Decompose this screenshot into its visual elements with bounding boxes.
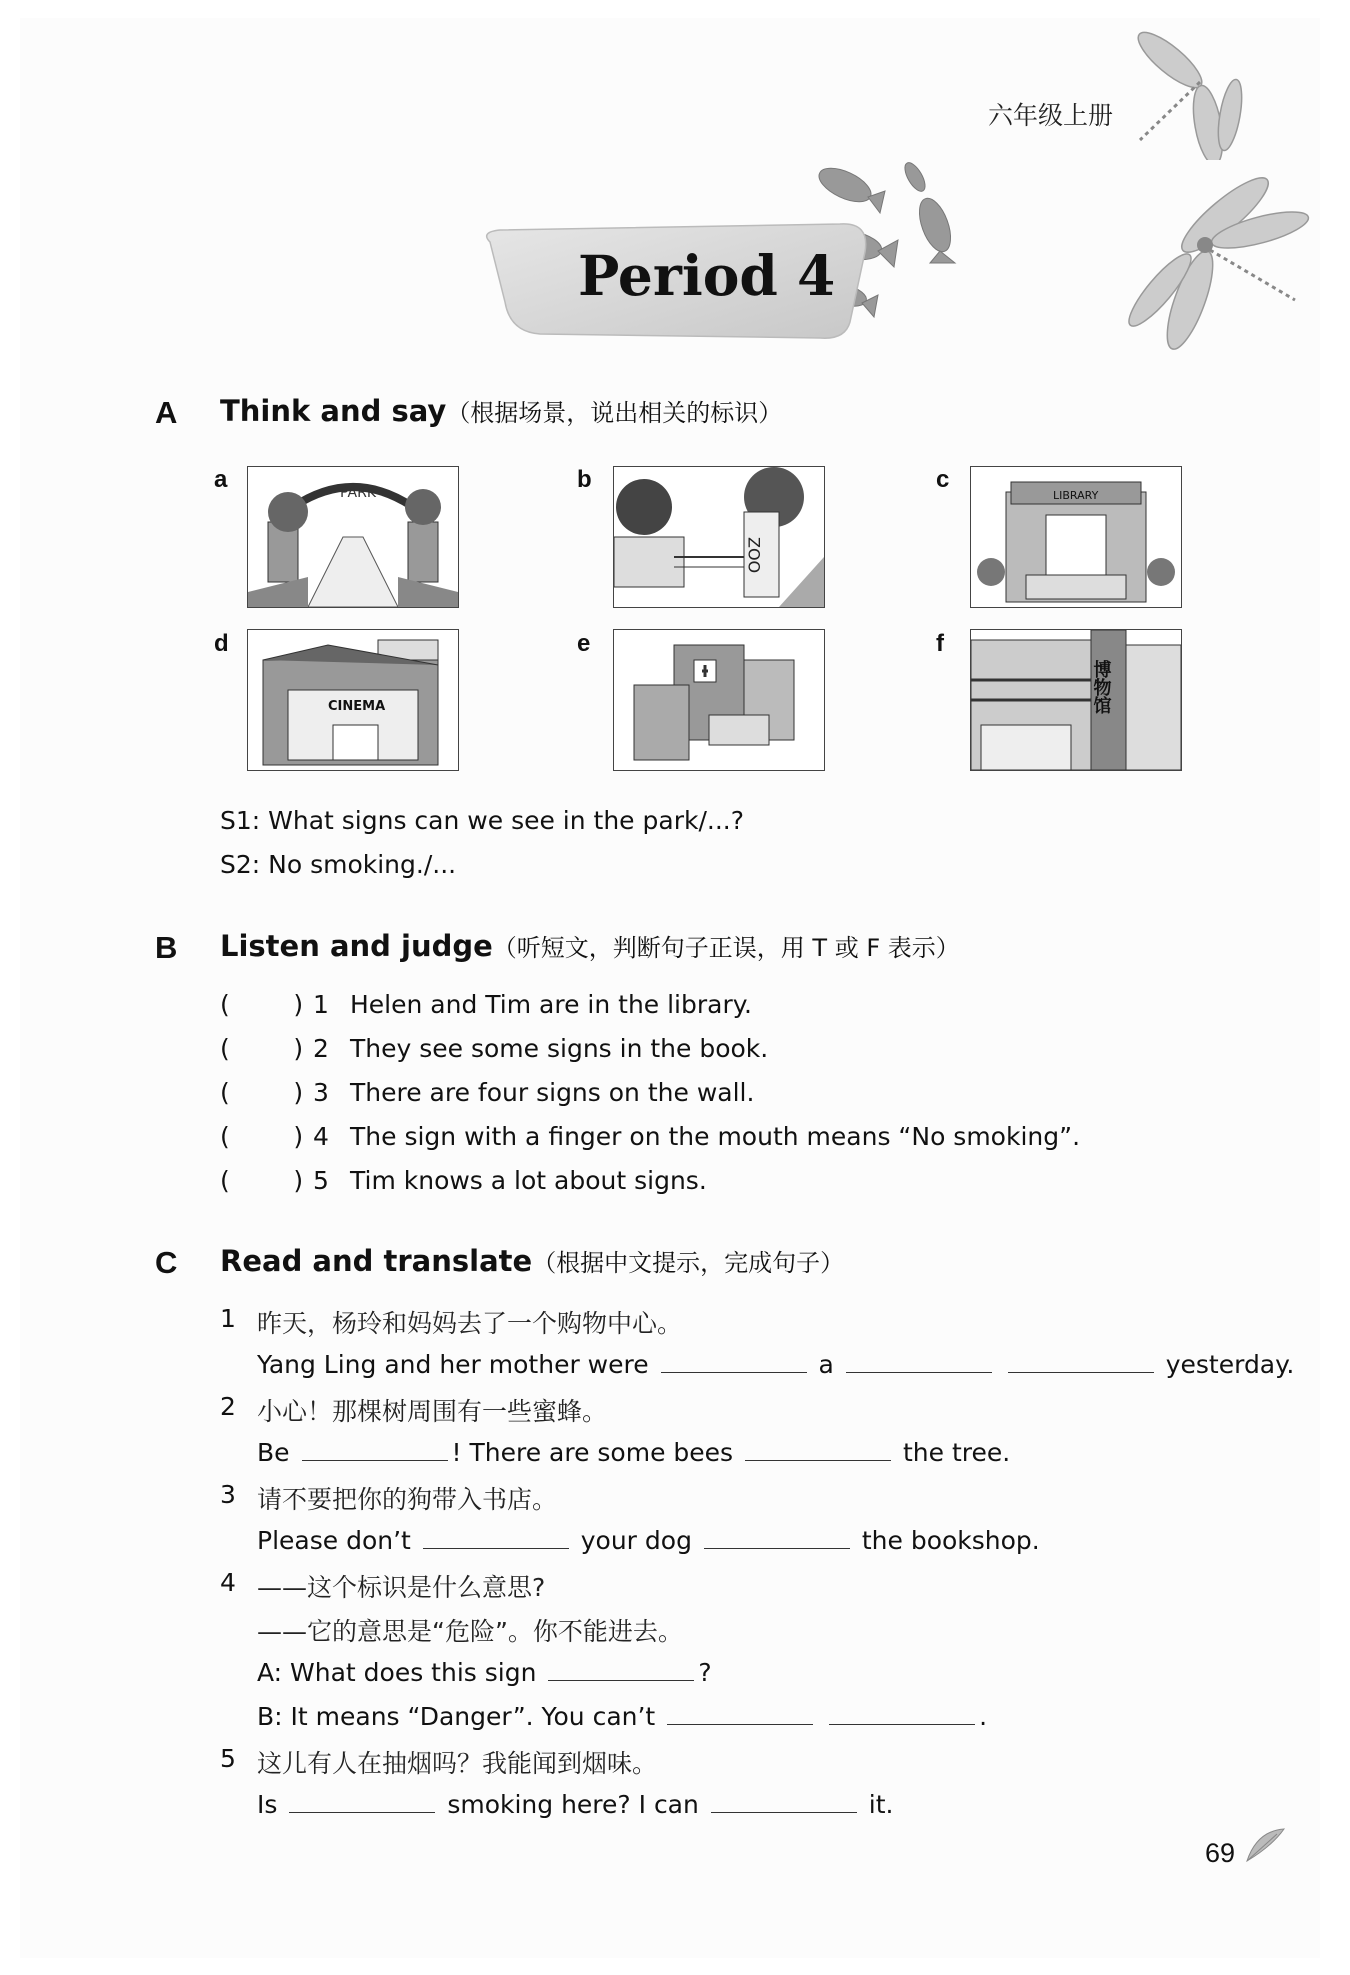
- picture-label-a: a: [214, 466, 228, 493]
- translate-english-3: Please don’t your dog the bookshop.: [257, 1526, 1040, 1555]
- dragonfly-decoration-right: [1125, 150, 1325, 370]
- answer-blank[interactable]: [704, 1524, 850, 1549]
- answer-blank[interactable]: [289, 1788, 435, 1813]
- answer-paren[interactable]: ( ): [220, 990, 304, 1019]
- answer-paren[interactable]: ( ): [220, 1034, 304, 1063]
- translate-number-4: 4: [220, 1568, 236, 1597]
- section-c-letter: C: [155, 1245, 178, 1280]
- picture-label-b: b: [577, 466, 592, 493]
- library-sign-text: LIBRARY: [1053, 489, 1099, 502]
- translate-chinese-2: 小心！那棵树周围有一些蜜蜂。: [257, 1397, 608, 1426]
- picture-label-e: e: [577, 630, 591, 657]
- answer-blank[interactable]: [302, 1436, 448, 1461]
- answer-blank[interactable]: [661, 1348, 807, 1373]
- section-b-note: （听短文，判断句子正误，用 T 或 F 表示）: [492, 934, 960, 962]
- item-number: 4: [313, 1122, 329, 1151]
- section-a-heading: [220, 393, 782, 428]
- zoo-sign-text: ZOO: [744, 537, 764, 574]
- translate-number-1: 1: [220, 1304, 236, 1333]
- section-b-title: Listen and judge: [220, 929, 493, 963]
- answer-blank[interactable]: [711, 1788, 857, 1813]
- translate-english-1: Yang Ling and her mother were a yesterday.: [257, 1350, 1295, 1379]
- answer-blank[interactable]: [745, 1436, 891, 1461]
- picture-label-c: c: [936, 466, 950, 493]
- grade-label: 六年级上册: [988, 101, 1114, 130]
- section-a-note: （根据场景，说出相关的标识）: [446, 399, 783, 427]
- section-c-note: （根据中文提示，完成句子）: [532, 1249, 845, 1277]
- answer-blank[interactable]: [846, 1348, 992, 1373]
- leaf-icon: [1242, 1826, 1287, 1866]
- section-c-title: Read and translate: [220, 1244, 533, 1278]
- answer-blank[interactable]: [423, 1524, 569, 1549]
- item-text: Tim knows a lot about signs.: [350, 1166, 707, 1195]
- answer-blank[interactable]: [548, 1656, 694, 1681]
- item-text: Helen and Tim are in the library.: [350, 990, 752, 1019]
- item-number: 1: [313, 990, 329, 1019]
- item-number: 2: [313, 1034, 329, 1063]
- answer-blank[interactable]: [829, 1700, 975, 1725]
- translate-english-4a: A: What does this sign ?: [257, 1658, 712, 1687]
- dialogue-line-1: S1: What signs can we see in the park/...?: [220, 806, 744, 835]
- park-sign-text: PARK: [340, 485, 377, 501]
- section-c-heading: [220, 1243, 844, 1278]
- translate-chinese-5: 这儿有人在抽烟吗？我能闻到烟味。: [257, 1749, 658, 1778]
- museum-sign-text: 博物馆: [1090, 660, 1112, 714]
- page-title: Period 4: [578, 243, 836, 308]
- translate-number-2: 2: [220, 1392, 236, 1421]
- section-b-heading: [220, 928, 960, 963]
- answer-paren[interactable]: ( ): [220, 1122, 304, 1151]
- translate-number-5: 5: [220, 1744, 236, 1773]
- item-text: They see some signs in the book.: [350, 1034, 769, 1063]
- translate-english-5: Is smoking here? I can it.: [257, 1790, 894, 1819]
- section-a-title: Think and say: [220, 394, 447, 428]
- picture-label-d: d: [214, 630, 229, 657]
- park-picture: [247, 466, 459, 608]
- picture-label-f: f: [936, 630, 944, 657]
- item-text: The sign with a finger on the mouth means “No smoking”.: [350, 1122, 1081, 1151]
- translate-english-4b: B: It means “Danger”. You can’t .: [257, 1702, 988, 1731]
- answer-paren[interactable]: ( ): [220, 1166, 304, 1195]
- museum-picture: [970, 629, 1182, 771]
- cinema-sign-text: CINEMA: [328, 699, 386, 714]
- translate-chinese-1: 昨天，杨玲和妈妈去了一个购物中心。: [257, 1309, 683, 1338]
- answer-blank[interactable]: [667, 1700, 813, 1725]
- library-picture: [970, 466, 1182, 608]
- section-b-letter: B: [155, 930, 178, 965]
- translate-chinese-4b: ——它的意思是“危险”。你不能进去。: [257, 1617, 683, 1646]
- item-number: 3: [313, 1078, 329, 1107]
- item-text: There are four signs on the wall.: [350, 1078, 755, 1107]
- translate-english-2: Be ! There are some bees the tree.: [257, 1438, 1011, 1467]
- dialogue-line-2: S2: No smoking./...: [220, 850, 457, 879]
- dragonfly-decoration-top: [1120, 20, 1250, 160]
- answer-blank[interactable]: [1008, 1348, 1154, 1373]
- hospital-picture: [613, 629, 825, 771]
- answer-paren[interactable]: ( ): [220, 1078, 304, 1107]
- zoo-picture: [613, 466, 825, 608]
- page-number: 69: [1205, 1838, 1236, 1868]
- item-number: 5: [313, 1166, 329, 1195]
- cinema-picture: [247, 629, 459, 771]
- translate-chinese-4a: ——这个标识是什么意思?: [257, 1573, 546, 1602]
- section-a-letter: A: [155, 395, 178, 430]
- translate-chinese-3: 请不要把你的狗带入书店。: [257, 1485, 558, 1514]
- translate-number-3: 3: [220, 1480, 236, 1509]
